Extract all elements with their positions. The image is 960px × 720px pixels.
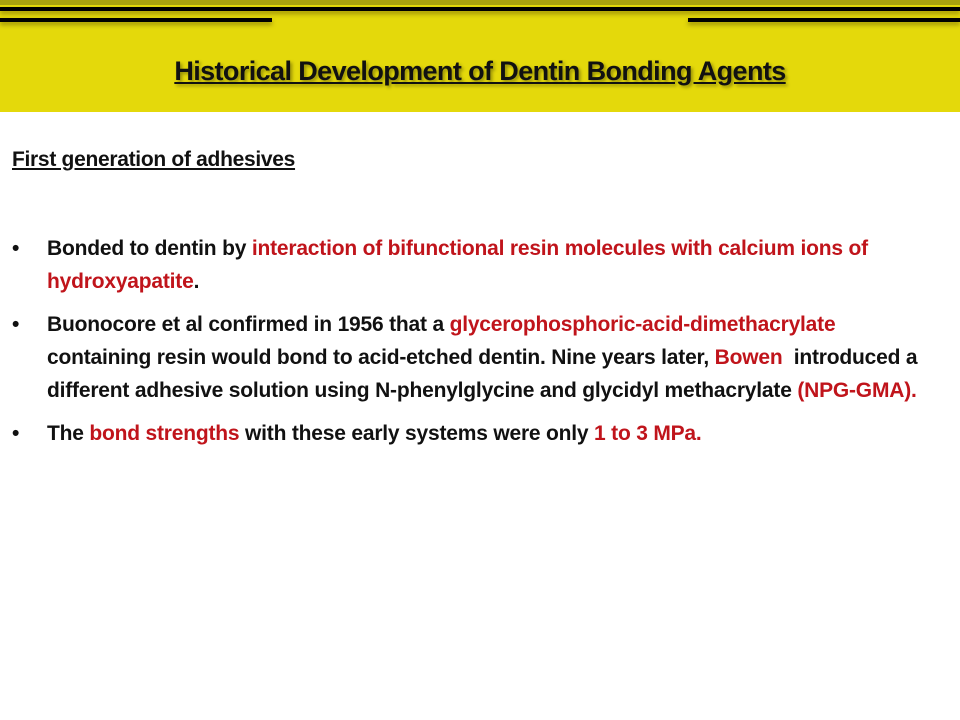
bullet-icon: • [12, 313, 20, 336]
highlight-text: (NPG-GMA). [797, 379, 917, 402]
header-rule-left [0, 18, 272, 22]
text: Bonded to dentin by [47, 237, 252, 260]
text: . [193, 270, 200, 293]
bullet-icon: • [12, 422, 20, 445]
header-rule [0, 7, 960, 11]
header-rule-right [688, 18, 960, 22]
bullet-item [0, 308, 940, 407]
highlight-text: 1 to 3 MPa. [594, 422, 702, 445]
bullet-item [0, 417, 940, 450]
text: containing resin would bond to acid-etched dentin. Nine years later, [47, 346, 715, 369]
header-top-band [0, 0, 960, 5]
highlight-text: interaction of bifunctional resin molecules with calcium ions of hydroxyapatite [47, 237, 868, 293]
highlight-text: Bowen [714, 346, 783, 369]
text: The [47, 422, 90, 445]
text: Buonocore et al confirmed in 1956 that a [47, 313, 450, 336]
highlight-text: bond strengths [89, 422, 240, 445]
section-heading: First generation of adhesives [12, 148, 296, 171]
slide-title: Historical Development of Dentin Bonding Agents [174, 56, 786, 86]
bullet-icon: • [12, 237, 20, 260]
slide-header [0, 0, 960, 112]
bullet-list [0, 232, 940, 460]
bullet-item [0, 232, 940, 298]
text: introduced a different adhesive solution using N-phenylglycine and glycidyl methacrylate [47, 346, 924, 402]
highlight-text: glycerophosphoric-acid-dimethacrylate [449, 313, 836, 336]
text: with these early systems were only [239, 422, 595, 445]
